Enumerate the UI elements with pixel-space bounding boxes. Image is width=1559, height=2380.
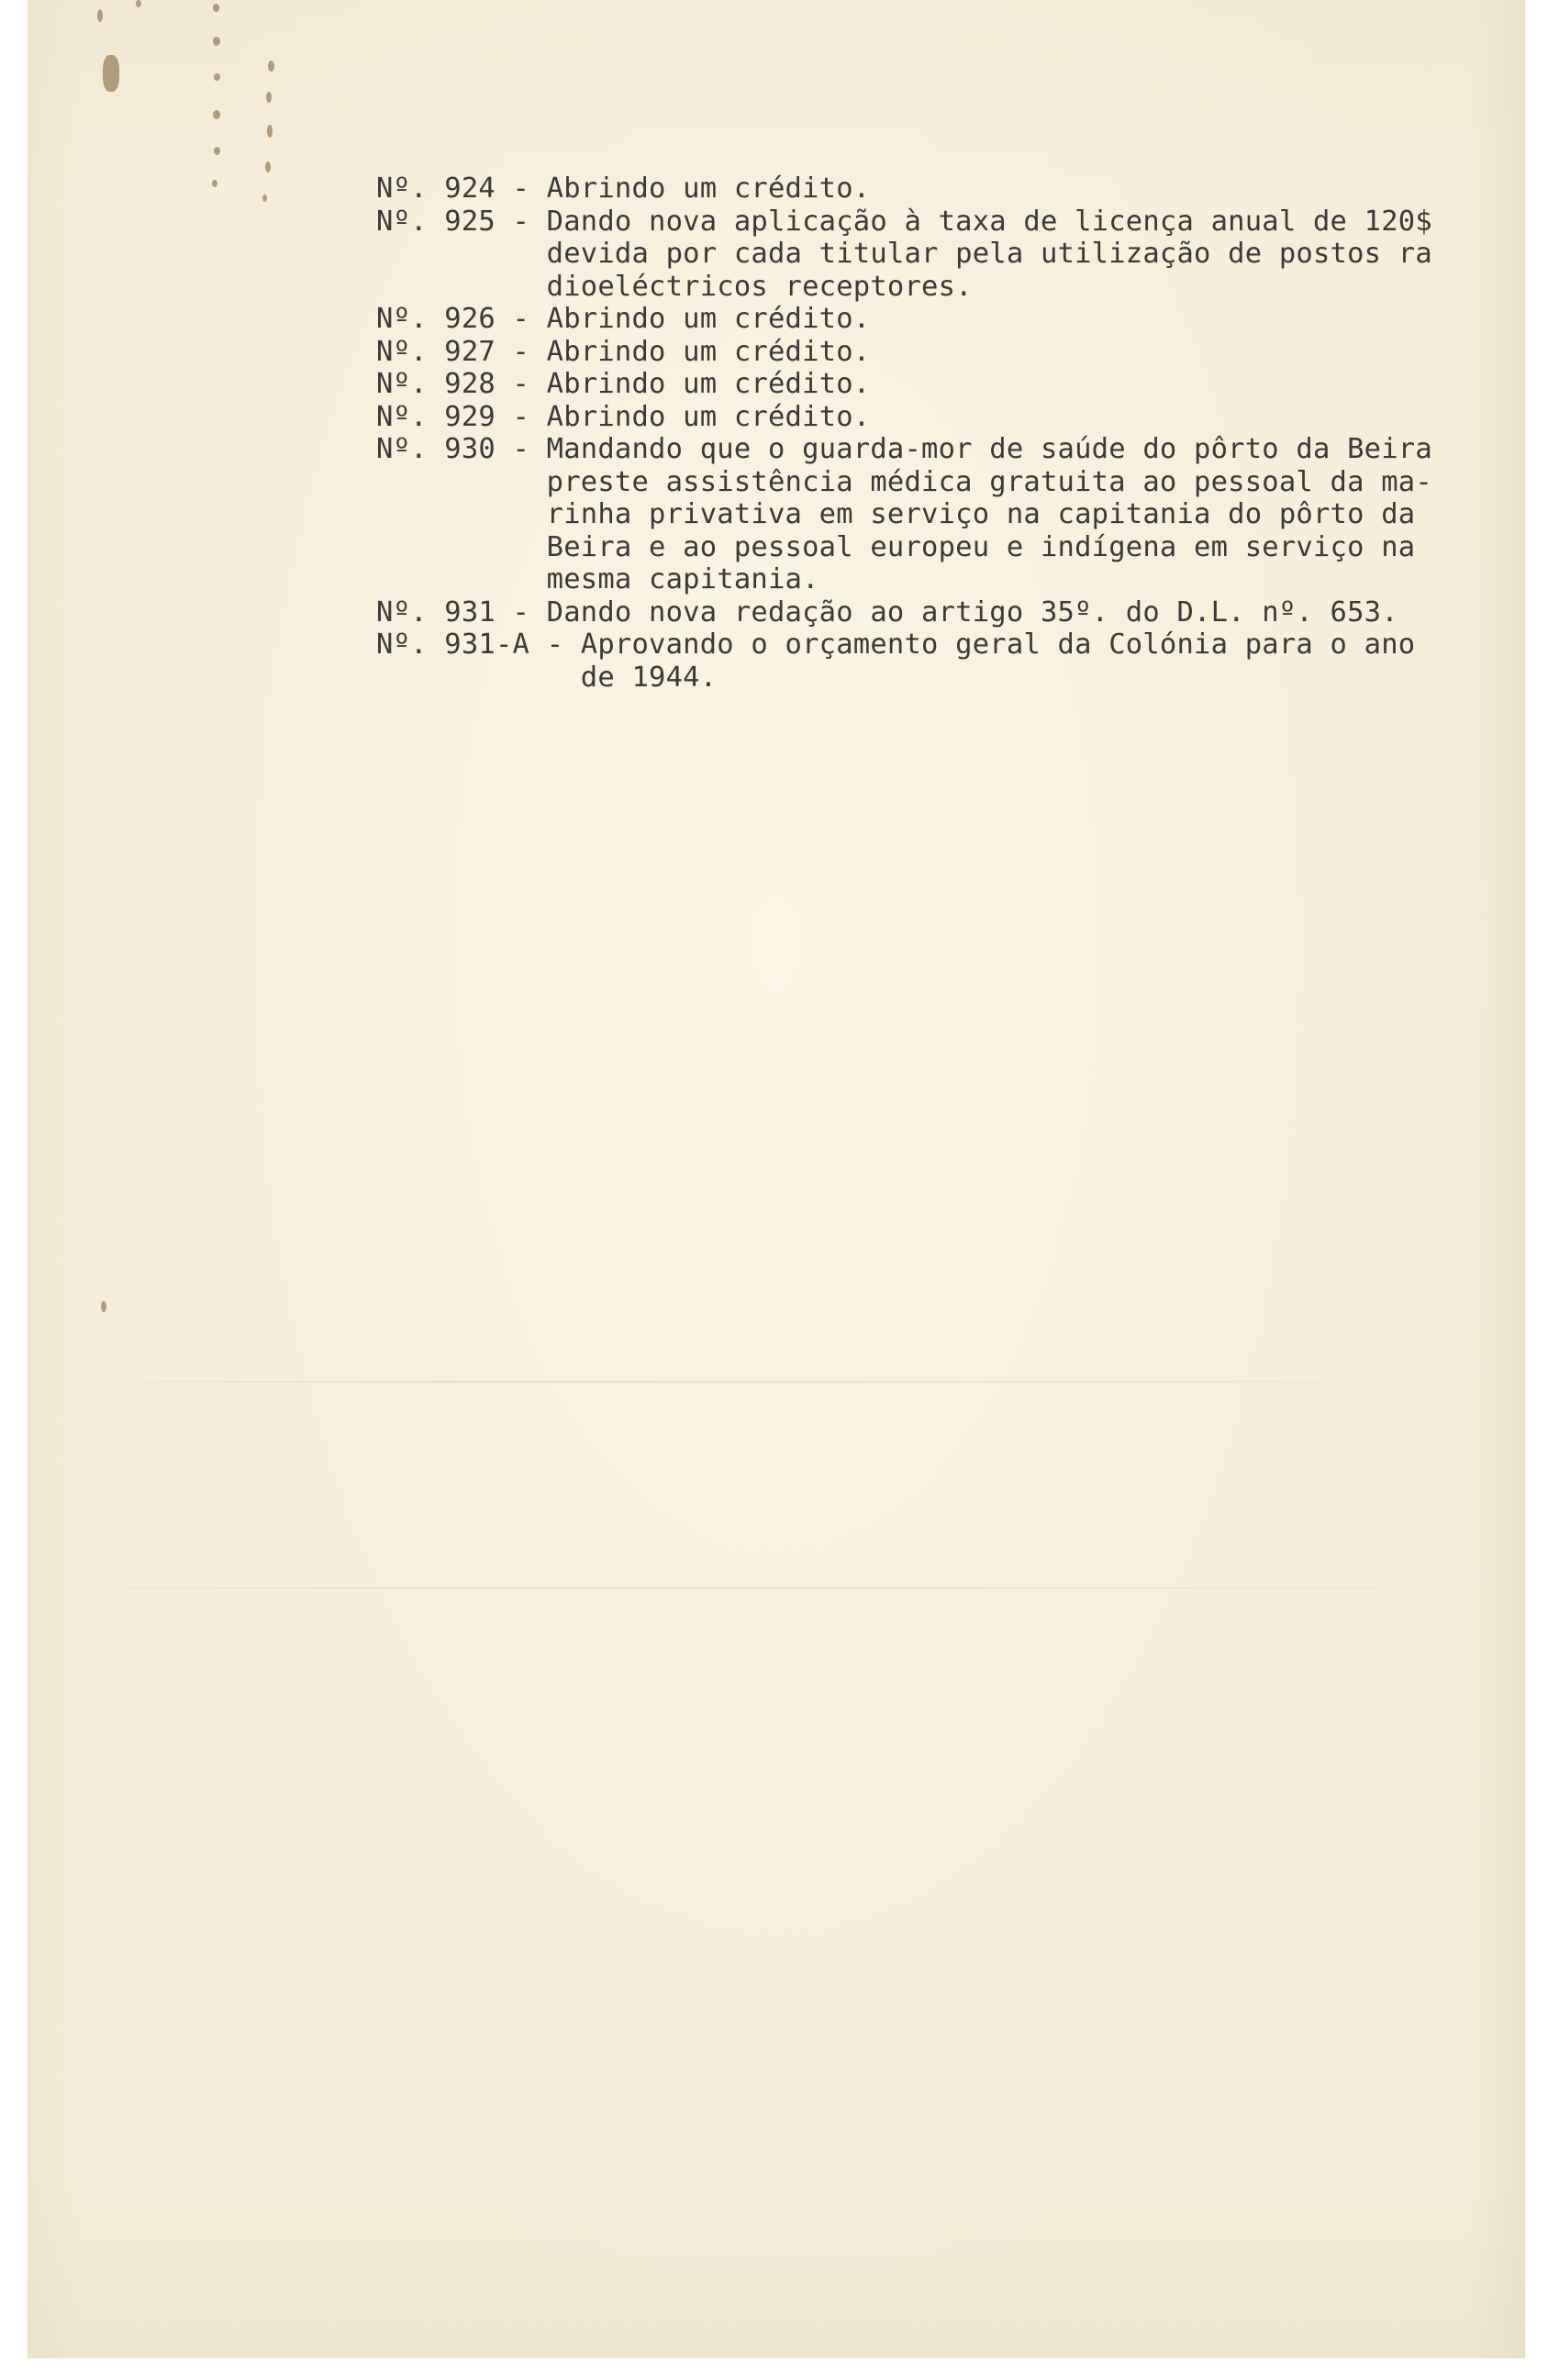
decree-description (547, 336, 871, 369)
decree-number: Nº. 930 (376, 433, 496, 465)
decree-entry (376, 368, 1505, 401)
decree-number: Nº. 927 (376, 335, 496, 368)
decree-description (547, 172, 871, 206)
decree-description (547, 401, 871, 434)
decree-number: Nº. 931-A (376, 628, 530, 661)
decree-description (547, 433, 1432, 596)
decree-description-line: Abrindo um crédito. (546, 368, 871, 400)
decree-entry (376, 433, 1505, 596)
decree-entry (376, 596, 1505, 629)
paper-fold-line (28, 1381, 1525, 1383)
decree-entry (376, 303, 1505, 336)
decree-description-line: Dando nova aplicação à taxa de licença anual de 120$ (546, 205, 1432, 238)
decree-description-line: mesma capitania. (546, 563, 819, 595)
decree-entry (376, 336, 1505, 369)
decree-number: Nº. 925 (376, 205, 496, 238)
decree-description (547, 303, 871, 336)
decree-description-line: Abrindo um crédito. (546, 400, 871, 433)
decree-number: Nº. 926 (376, 303, 496, 335)
decree-separator: - (495, 303, 547, 335)
decree-separator: - (495, 172, 547, 205)
decree-separator: - (495, 433, 547, 465)
decree-entry (376, 206, 1505, 304)
decree-description (547, 368, 871, 401)
decree-description-line: Abrindo um crédito. (546, 303, 871, 335)
decree-entry (376, 401, 1505, 434)
decree-list (376, 172, 1505, 694)
decree-description-line: dioeléctricos receptores. (546, 270, 973, 303)
decree-separator: - (495, 335, 547, 368)
paper-fold-line (28, 1587, 1525, 1589)
decree-separator: - (529, 628, 581, 661)
decree-description (547, 596, 1398, 629)
decree-description-line: Dando nova redação ao artigo 35º. do D.L. nº. 653. (546, 595, 1398, 628)
decree-separator: - (495, 595, 547, 628)
decree-entry (376, 172, 1505, 206)
decree-entry (376, 628, 1505, 694)
decree-number: Nº. 928 (376, 368, 496, 400)
decree-description-line: Mandando que o guarda-mor de saúde do pôrto da Beira (546, 433, 1432, 465)
decree-description-line: rinha privativa em serviço na capitania do pôrto da (546, 498, 1416, 530)
decree-description-line: Abrindo um crédito. (546, 335, 871, 368)
decree-description-line: de 1944. (580, 661, 718, 694)
decree-separator: - (495, 205, 547, 238)
decree-description (581, 628, 1416, 694)
decree-description-line: Abrindo um crédito. (546, 172, 871, 205)
decree-number: Nº. 929 (376, 400, 496, 433)
decree-separator: - (495, 368, 547, 400)
decree-number: Nº. 924 (376, 172, 496, 205)
decree-description (547, 206, 1432, 304)
decree-description-line: Aprovando o orçamento geral da Colónia para o ano (580, 628, 1416, 661)
decree-description-line: Beira e ao pessoal europeu e indígena em serviço na (546, 530, 1416, 563)
decree-description-line: devida por cada titular pela utilização de postos ra (546, 238, 1432, 270)
decree-separator: - (495, 400, 547, 433)
decree-description-line: preste assistência médica gratuita ao pessoal da ma- (546, 465, 1432, 498)
decree-number: Nº. 931 (376, 595, 496, 628)
